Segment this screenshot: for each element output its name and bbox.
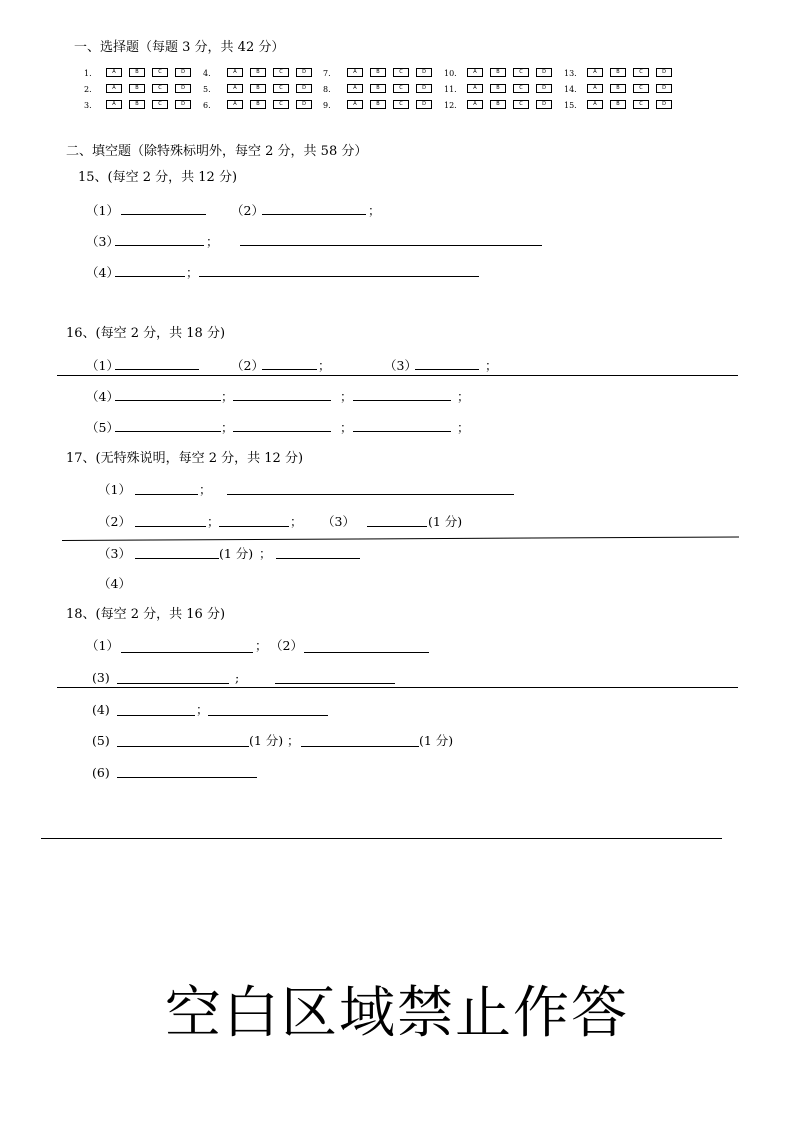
answer-bubble-label: D — [302, 101, 306, 107]
answer-bubble-label: B — [616, 101, 620, 107]
answer-bubble-label: B — [616, 85, 620, 91]
answer-bubble-label: D — [181, 69, 185, 75]
answer-bubble-label: A — [112, 85, 116, 91]
answer-bubble-label: C — [158, 101, 162, 107]
q17-blank-3c[interactable] — [276, 558, 360, 559]
answer-bubble-a[interactable] — [467, 68, 483, 77]
section1-title: 一、选择题（每题 3 分，共 42 分） — [74, 40, 285, 55]
q16-blank-4a[interactable] — [115, 400, 221, 401]
answer-bubble-a[interactable] — [227, 100, 243, 109]
answer-bubble-label: D — [542, 69, 546, 75]
answer-bubble-c[interactable] — [513, 100, 529, 109]
answer-bubble-label: B — [496, 101, 500, 107]
q16-blank-5c[interactable] — [353, 431, 451, 432]
answer-bubble-a[interactable] — [227, 68, 243, 77]
q16-blank-2[interactable] — [262, 369, 317, 370]
q17-blank-2b[interactable] — [219, 526, 289, 527]
answer-bubble-label: D — [542, 101, 546, 107]
answer-bubble-label: B — [496, 85, 500, 91]
answer-bubble-a[interactable] — [467, 84, 483, 93]
q15-blank-3b[interactable] — [240, 245, 542, 246]
section2-title: 二、填空题（除特殊标明外，每空 2 分，共 58 分） — [66, 144, 368, 159]
question-number: 9. — [323, 101, 331, 110]
q17-part3b-label: （3） — [322, 514, 355, 529]
answer-bubble-label: D — [302, 69, 306, 75]
no-answer-zone-banner: 空白区域禁止作答 — [165, 981, 629, 1046]
answer-bubble-b[interactable] — [610, 68, 626, 77]
question-number: 8. — [323, 85, 331, 94]
separator: ； — [290, 514, 303, 529]
answer-bubble-b[interactable] — [490, 84, 506, 93]
q17-blank-1b[interactable] — [227, 494, 514, 495]
q15-part1-label: （1） — [86, 203, 119, 218]
answer-bubble-d[interactable] — [536, 84, 552, 93]
point-note: (1 分) — [428, 514, 463, 529]
q15-blank-4b[interactable] — [199, 276, 479, 277]
answer-bubble-label: D — [662, 69, 666, 75]
answer-bubble-label: D — [302, 85, 306, 91]
answer-bubble-c[interactable] — [393, 100, 409, 109]
answer-bubble-d[interactable] — [656, 100, 672, 109]
separator: ； — [457, 389, 470, 404]
q15-blank-1[interactable] — [121, 214, 206, 215]
q16-blank-4b[interactable] — [233, 400, 331, 401]
answer-bubble-label: A — [593, 69, 597, 75]
separator: ； — [206, 234, 219, 249]
q18-part3-label: (3) — [92, 670, 110, 685]
answer-bubble-b[interactable] — [370, 84, 386, 93]
divider-line — [57, 375, 738, 376]
answer-bubble-a[interactable] — [587, 84, 603, 93]
point-note: (1 分) — [419, 733, 454, 748]
answer-bubble-label: D — [542, 85, 546, 91]
answer-bubble-label: B — [256, 101, 260, 107]
separator: ; — [235, 670, 240, 685]
answer-bubble-b[interactable] — [129, 100, 145, 109]
answer-bubble-label: C — [158, 85, 162, 91]
q18-blank-4b[interactable] — [208, 715, 328, 716]
separator: ； — [485, 358, 498, 373]
question-number: 14. — [564, 85, 577, 94]
answer-bubble-d[interactable] — [416, 68, 432, 77]
question-number: 7. — [323, 69, 331, 78]
q16-blank-5b[interactable] — [233, 431, 331, 432]
separator: ； — [196, 702, 209, 717]
q15-part2-label: （2） — [231, 203, 264, 218]
question-number: 11. — [444, 85, 457, 94]
answer-bubble-label: B — [376, 85, 380, 91]
answer-bubble-label: A — [593, 101, 597, 107]
answer-bubble-label: A — [473, 101, 477, 107]
answer-bubble-label: C — [519, 85, 523, 91]
answer-bubble-label: A — [473, 85, 477, 91]
q15-part3-label: （3） — [86, 234, 119, 249]
answer-bubble-label: C — [639, 85, 643, 91]
answer-bubble-c[interactable] — [393, 84, 409, 93]
answer-bubble-c[interactable] — [393, 68, 409, 77]
question-number: 15. — [564, 101, 577, 110]
separator: ； — [259, 546, 272, 561]
divider-line — [62, 536, 739, 541]
q15-blank-3a[interactable] — [115, 245, 204, 246]
answer-bubble-label: D — [422, 101, 426, 107]
answer-bubble-label: D — [422, 85, 426, 91]
q15-blank-4a[interactable] — [115, 276, 185, 277]
q16-blank-5a[interactable] — [115, 431, 221, 432]
bottom-divider-line — [41, 838, 722, 839]
answer-bubble-d[interactable] — [416, 84, 432, 93]
answer-bubble-label: B — [376, 101, 380, 107]
q17-part3-label: （3） — [98, 546, 131, 561]
answer-bubble-label: C — [639, 69, 643, 75]
separator: ； — [318, 358, 331, 373]
q16-part4-label: （4） — [86, 389, 119, 404]
answer-bubble-a[interactable] — [106, 100, 122, 109]
answer-bubble-b[interactable] — [610, 100, 626, 109]
answer-bubble-b[interactable] — [370, 68, 386, 77]
answer-bubble-d[interactable] — [296, 100, 312, 109]
answer-bubble-a[interactable] — [587, 100, 603, 109]
question-number: 6. — [203, 101, 211, 110]
answer-bubble-c[interactable] — [513, 68, 529, 77]
answer-bubble-a[interactable] — [106, 68, 122, 77]
answer-bubble-label: D — [181, 85, 185, 91]
answer-bubble-b[interactable] — [250, 100, 266, 109]
answer-bubble-c[interactable] — [273, 100, 289, 109]
answer-bubble-label: C — [279, 101, 283, 107]
point-note: (1 分) — [249, 733, 284, 748]
q15-blank-2[interactable] — [262, 214, 366, 215]
q18-part1-label: （1） — [86, 638, 119, 653]
answer-bubble-c[interactable] — [273, 68, 289, 77]
answer-bubble-d[interactable] — [416, 100, 432, 109]
answer-bubble-label: C — [399, 101, 403, 107]
answer-bubble-label: C — [519, 101, 523, 107]
answer-bubble-a[interactable] — [347, 68, 363, 77]
answer-bubble-b[interactable] — [129, 84, 145, 93]
answer-bubble-b[interactable] — [250, 84, 266, 93]
q17-part4-label: （4） — [98, 576, 131, 591]
q18-blank-5b[interactable] — [301, 746, 419, 747]
q18-blank-2[interactable] — [304, 652, 429, 653]
answer-bubble-label: B — [135, 85, 139, 91]
q18-blank-6[interactable] — [117, 777, 257, 778]
answer-bubble-label: A — [593, 85, 597, 91]
answer-bubble-label: A — [112, 69, 116, 75]
answer-bubble-label: B — [256, 69, 260, 75]
q15-title: 15、(每空 2 分，共 12 分) — [78, 170, 238, 185]
answer-bubble-d[interactable] — [175, 68, 191, 77]
answer-bubble-b[interactable] — [490, 68, 506, 77]
answer-bubble-c[interactable] — [633, 84, 649, 93]
answer-bubble-label: C — [639, 101, 643, 107]
answer-bubble-label: B — [616, 69, 620, 75]
answer-bubble-c[interactable] — [152, 68, 168, 77]
answer-bubble-d[interactable] — [536, 100, 552, 109]
answer-bubble-d[interactable] — [296, 68, 312, 77]
answer-bubble-label: C — [279, 69, 283, 75]
q16-part1-label: （1） — [86, 358, 119, 373]
answer-bubble-label: C — [158, 69, 162, 75]
answer-bubble-d[interactable] — [296, 84, 312, 93]
answer-bubble-label: D — [662, 85, 666, 91]
answer-bubble-label: B — [135, 101, 139, 107]
separator: ； — [207, 514, 220, 529]
q16-blank-1[interactable] — [115, 369, 199, 370]
answer-bubble-label: A — [353, 69, 357, 75]
answer-bubble-a[interactable] — [467, 100, 483, 109]
answer-bubble-a[interactable] — [347, 100, 363, 109]
answer-bubble-label: D — [422, 69, 426, 75]
answer-bubble-label: B — [135, 69, 139, 75]
answer-bubble-d[interactable] — [656, 84, 672, 93]
separator: ； — [457, 420, 470, 435]
question-number: 12. — [444, 101, 457, 110]
question-number: 4. — [203, 69, 211, 78]
question-number: 5. — [203, 85, 211, 94]
separator: ； — [287, 733, 300, 748]
separator: ； — [255, 638, 268, 653]
q18-part4-label: (4) — [92, 702, 110, 717]
question-number: 13. — [564, 69, 577, 78]
answer-bubble-label: A — [353, 101, 357, 107]
q16-blank-4c[interactable] — [353, 400, 451, 401]
q18-part5-label: (5) — [92, 733, 110, 748]
answer-bubble-label: D — [662, 101, 666, 107]
answer-bubble-b[interactable] — [250, 68, 266, 77]
q18-title: 18、(每空 2 分，共 16 分) — [66, 607, 226, 622]
separator: ； — [340, 420, 353, 435]
answer-bubble-label: C — [399, 69, 403, 75]
answer-bubble-c[interactable] — [513, 84, 529, 93]
answer-bubble-c[interactable] — [273, 84, 289, 93]
question-number: 1. — [84, 69, 92, 78]
q17-blank-1a[interactable] — [135, 494, 198, 495]
answer-bubble-label: A — [233, 69, 237, 75]
answer-bubble-label: D — [181, 101, 185, 107]
answer-bubble-d[interactable] — [656, 68, 672, 77]
separator: ； — [368, 203, 381, 218]
answer-bubble-label: C — [279, 85, 283, 91]
point-note: (1 分) — [219, 546, 254, 561]
answer-bubble-d[interactable] — [175, 84, 191, 93]
question-number: 3. — [84, 101, 92, 110]
answer-bubble-label: A — [233, 101, 237, 107]
q18-blank-3b[interactable] — [275, 683, 395, 684]
q16-part5-label: （5） — [86, 420, 119, 435]
answer-bubble-c[interactable] — [633, 68, 649, 77]
separator: ； — [199, 482, 212, 497]
answer-bubble-label: B — [256, 85, 260, 91]
q16-blank-3[interactable] — [415, 369, 479, 370]
q16-part2-label: （2） — [231, 358, 264, 373]
question-number: 2. — [84, 85, 92, 94]
answer-bubble-label: A — [112, 101, 116, 107]
answer-bubble-label: B — [496, 69, 500, 75]
answer-bubble-label: B — [376, 69, 380, 75]
answer-bubble-a[interactable] — [106, 84, 122, 93]
answer-bubble-a[interactable] — [587, 68, 603, 77]
answer-bubble-label: A — [233, 85, 237, 91]
q15-part4-label: （4） — [86, 265, 119, 280]
q18-part6-label: (6) — [92, 765, 110, 780]
answer-bubble-d[interactable] — [175, 100, 191, 109]
q17-blank-2a[interactable] — [135, 526, 206, 527]
answer-bubble-a[interactable] — [347, 84, 363, 93]
q17-part1-label: （1） — [98, 482, 131, 497]
answer-bubble-c[interactable] — [152, 84, 168, 93]
q18-blank-3a[interactable] — [117, 683, 229, 684]
answer-bubble-label: C — [399, 85, 403, 91]
divider-line — [57, 687, 738, 688]
q18-blank-5a[interactable] — [117, 746, 249, 747]
question-number: 10. — [444, 69, 457, 78]
separator: ； — [221, 389, 234, 404]
q18-blank-1[interactable] — [121, 652, 253, 653]
answer-bubble-label: C — [519, 69, 523, 75]
answer-bubble-a[interactable] — [227, 84, 243, 93]
q16-part3-label: （3） — [384, 358, 417, 373]
answer-bubble-c[interactable] — [152, 100, 168, 109]
answer-bubble-b[interactable] — [370, 100, 386, 109]
q17-blank-3a[interactable] — [135, 558, 219, 559]
separator: ； — [340, 389, 353, 404]
answer-bubble-label: A — [473, 69, 477, 75]
answer-bubble-b[interactable] — [490, 100, 506, 109]
q16-title: 16、(每空 2 分，共 18 分) — [66, 326, 226, 341]
q17-part2-label: （2） — [98, 514, 131, 529]
separator: ； — [221, 420, 234, 435]
q18-blank-4a[interactable] — [117, 715, 195, 716]
answer-bubble-label: A — [353, 85, 357, 91]
q17-title: 17、(无特殊说明，每空 2 分，共 12 分) — [66, 451, 304, 466]
answer-bubble-b[interactable] — [129, 68, 145, 77]
answer-bubble-d[interactable] — [536, 68, 552, 77]
answer-bubble-c[interactable] — [633, 100, 649, 109]
q18-part2-label: （2） — [270, 638, 303, 653]
separator: ； — [186, 265, 199, 280]
q17-blank-3b[interactable] — [367, 526, 427, 527]
answer-bubble-b[interactable] — [610, 84, 626, 93]
